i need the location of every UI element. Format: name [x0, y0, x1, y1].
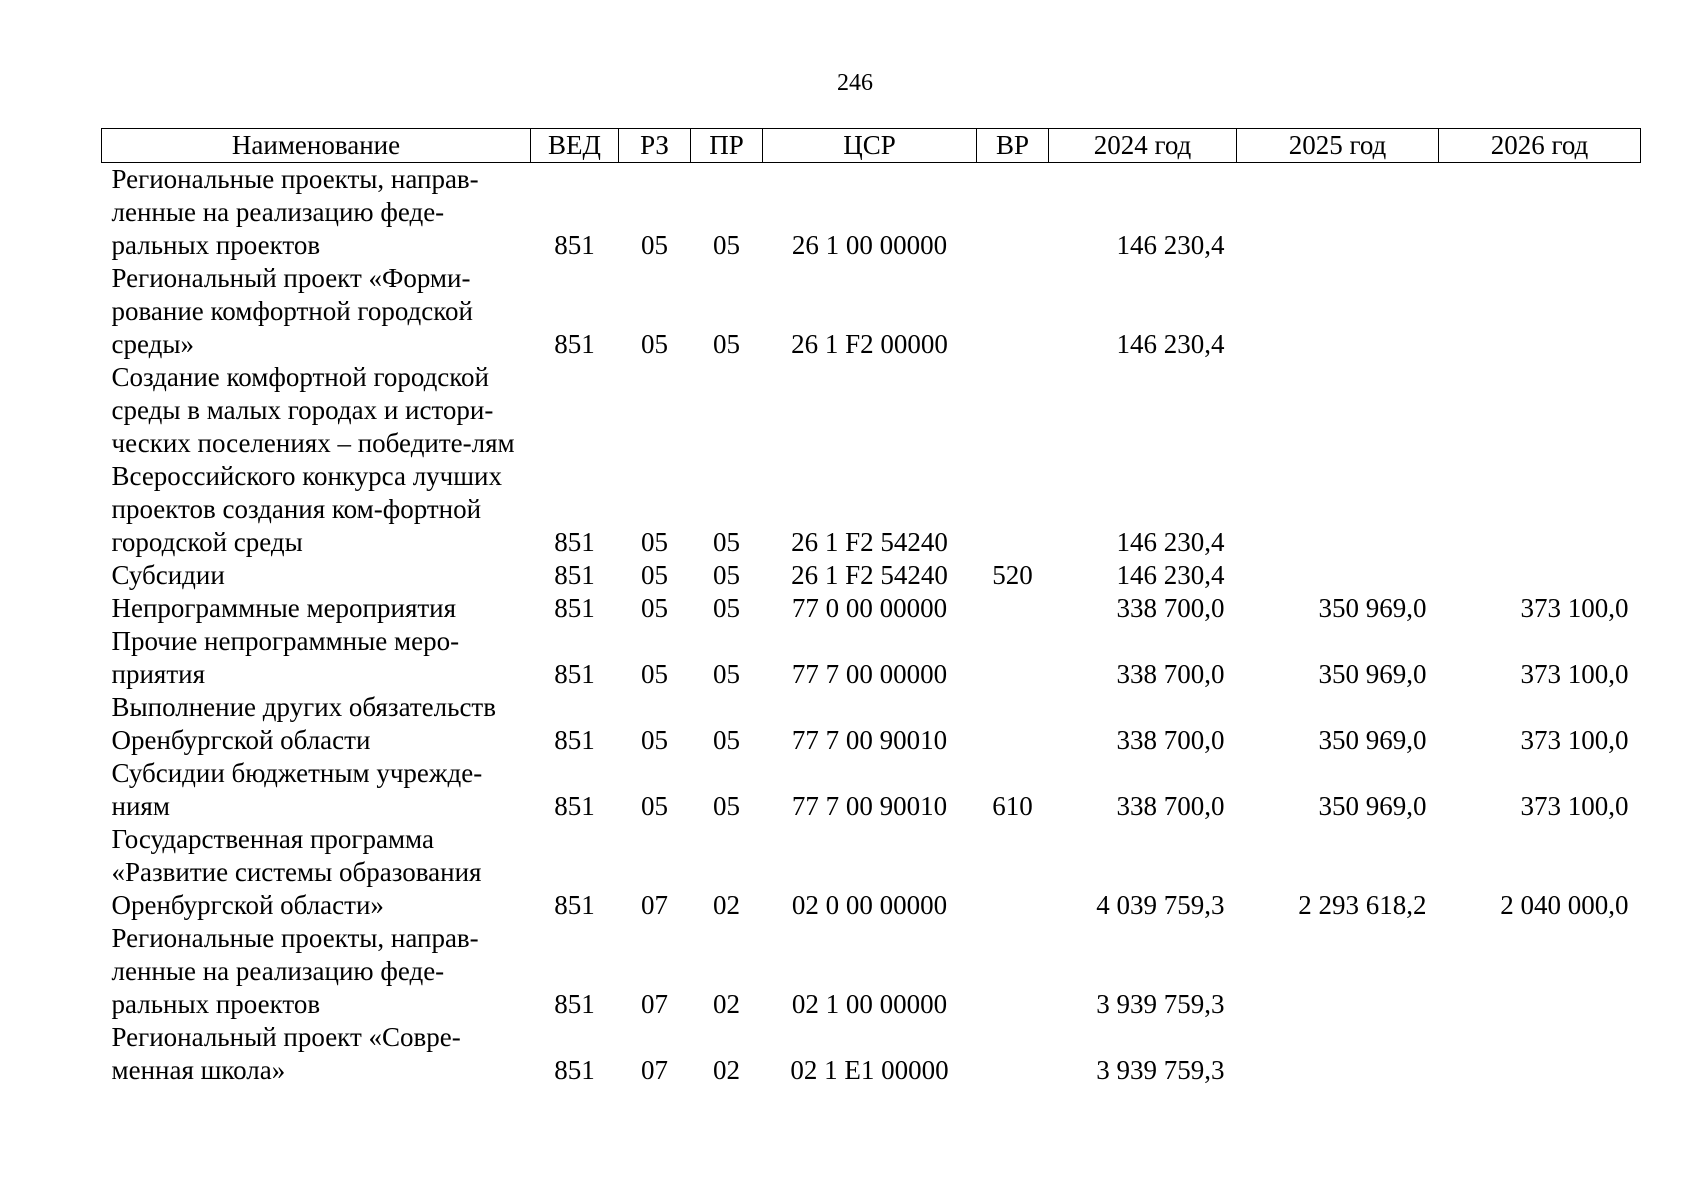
table-row [102, 361, 1641, 559]
table-row [102, 559, 1641, 592]
row-vr [977, 592, 1049, 625]
row-vr [977, 823, 1049, 922]
row-rz: 05 [641, 230, 668, 260]
row-ved: 851 [554, 329, 595, 359]
row-vr [977, 922, 1049, 1021]
table-row [102, 592, 1641, 625]
row-csr: 02 0 00 00000 [791, 890, 948, 920]
row-rz: 05 [641, 791, 668, 821]
row-name: Региональные проекты, направ-ленные на реализацию феде-ральных проектов [111, 164, 479, 260]
row-2025 [1237, 163, 1439, 263]
row-ved: 851 [554, 989, 595, 1019]
row-name: Государственная программа «Развитие системы образования Оренбургской области» [111, 824, 482, 920]
row-2026: 373 100,0 [1520, 593, 1629, 623]
header-2026: 2026 год [1439, 129, 1641, 163]
row-2024: 338 700,0 [1116, 593, 1225, 623]
header-vr: ВР [977, 129, 1049, 163]
row-pr: 05 [713, 791, 740, 821]
row-2024: 338 700,0 [1116, 725, 1225, 755]
row-ved: 851 [554, 791, 595, 821]
row-rz: 05 [641, 659, 668, 689]
header-csr: ЦСР [763, 129, 977, 163]
row-2025: 350 969,0 [1318, 593, 1427, 623]
row-2024: 338 700,0 [1116, 791, 1225, 821]
row-pr: 05 [713, 593, 740, 623]
table-body [102, 163, 1641, 1088]
row-pr: 05 [713, 527, 740, 557]
row-pr: 02 [713, 989, 740, 1019]
row-csr: 77 7 00 90010 [791, 791, 948, 821]
row-csr: 26 1 F2 54240 [791, 560, 948, 590]
row-ved: 851 [554, 593, 595, 623]
row-vr [977, 691, 1049, 757]
row-2024: 3 939 759,3 [1096, 989, 1225, 1019]
row-csr: 77 7 00 90010 [791, 725, 948, 755]
row-2024: 3 939 759,3 [1096, 1055, 1225, 1085]
row-2026: 2 040 000,0 [1500, 890, 1629, 920]
row-name: Создание комфортной городской среды в малых городах и истори-ческих поселениях – победите-лям Всероссийского конкурса лучших проектов создания ком-фортной городской среды [111, 362, 515, 557]
row-2024: 338 700,0 [1116, 659, 1225, 689]
row-ved: 851 [554, 560, 595, 590]
row-rz: 07 [641, 989, 668, 1019]
row-2025 [1237, 559, 1439, 592]
header-rz: РЗ [619, 129, 691, 163]
row-2024: 4 039 759,3 [1096, 890, 1225, 920]
row-2025: 350 969,0 [1318, 659, 1427, 689]
table-row [102, 691, 1641, 757]
row-2025: 2 293 618,2 [1298, 890, 1427, 920]
row-2026 [1439, 262, 1641, 361]
row-ved: 851 [554, 725, 595, 755]
row-name: Региональный проект «Совре-менная школа» [111, 1022, 461, 1085]
row-ved: 851 [554, 890, 595, 920]
row-2025: 350 969,0 [1318, 725, 1427, 755]
row-name: Субсидии бюджетным учрежде-ниям [111, 758, 483, 821]
row-name: Субсидии [111, 560, 225, 590]
row-ved: 851 [554, 659, 595, 689]
table-header [102, 129, 1641, 163]
row-2024: 146 230,4 [1116, 527, 1225, 557]
header-ved: ВЕД [531, 129, 619, 163]
row-rz: 05 [641, 725, 668, 755]
row-vr [977, 163, 1049, 263]
row-2025 [1237, 262, 1439, 361]
row-pr: 05 [713, 230, 740, 260]
row-2026 [1439, 361, 1641, 559]
table-row [102, 1021, 1641, 1087]
row-vr [977, 1021, 1049, 1087]
row-rz: 05 [641, 329, 668, 359]
row-vr [977, 625, 1049, 691]
header-pr: ПР [691, 129, 763, 163]
table-row [102, 625, 1641, 691]
row-pr: 05 [713, 329, 740, 359]
row-vr: 520 [992, 560, 1033, 590]
row-rz: 07 [641, 1055, 668, 1085]
row-2026 [1439, 163, 1641, 263]
row-pr: 05 [713, 725, 740, 755]
row-vr [977, 361, 1049, 559]
row-2025 [1237, 922, 1439, 1021]
row-rz: 05 [641, 593, 668, 623]
header-2024: 2024 год [1049, 129, 1237, 163]
row-ved: 851 [554, 230, 595, 260]
row-pr: 02 [713, 890, 740, 920]
table-row [102, 163, 1641, 263]
row-2026 [1439, 922, 1641, 1021]
row-csr: 77 7 00 00000 [791, 659, 948, 689]
row-name: Прочие непрограммные меро-приятия [111, 626, 460, 689]
row-csr: 26 1 F2 00000 [791, 329, 948, 359]
row-2025: 350 969,0 [1318, 791, 1427, 821]
row-vr [977, 262, 1049, 361]
row-rz: 05 [641, 560, 668, 590]
row-csr: 02 1 E1 00000 [790, 1055, 949, 1085]
row-2026 [1439, 1021, 1641, 1087]
row-name: Региональный проект «Форми-рование комфортной городской среды» [111, 263, 473, 359]
row-pr: 05 [713, 560, 740, 590]
row-2024: 146 230,4 [1116, 230, 1225, 260]
row-pr: 02 [713, 1055, 740, 1085]
row-rz: 05 [641, 527, 668, 557]
table-row [102, 922, 1641, 1021]
row-ved: 851 [554, 1055, 595, 1085]
row-2024: 146 230,4 [1116, 329, 1225, 359]
table-row [102, 262, 1641, 361]
row-pr: 05 [713, 659, 740, 689]
budget-table [101, 128, 1641, 1087]
row-2024: 146 230,4 [1116, 560, 1225, 590]
row-rz: 07 [641, 890, 668, 920]
row-csr: 26 1 F2 54240 [791, 527, 948, 557]
row-2025 [1237, 1021, 1439, 1087]
row-2026: 373 100,0 [1520, 791, 1629, 821]
table-row [102, 757, 1641, 823]
row-name: Региональные проекты, направ-ленные на реализацию феде-ральных проектов [111, 923, 479, 1019]
page-number: 246 [837, 70, 873, 96]
row-name: Непрограммные мероприятия [111, 593, 457, 623]
row-2026 [1439, 559, 1641, 592]
row-2026: 373 100,0 [1520, 659, 1629, 689]
row-2025 [1237, 361, 1439, 559]
row-csr: 26 1 00 00000 [791, 230, 948, 260]
table-row [102, 823, 1641, 922]
row-csr: 02 1 00 00000 [791, 989, 948, 1019]
row-csr: 77 0 00 00000 [791, 593, 948, 623]
row-ved: 851 [554, 527, 595, 557]
row-name: Выполнение других обязательств Оренбургской области [111, 692, 496, 755]
header-2025: 2025 год [1237, 129, 1439, 163]
row-2026: 373 100,0 [1520, 725, 1629, 755]
header-name: Наименование [102, 129, 531, 163]
row-vr: 610 [992, 791, 1033, 821]
